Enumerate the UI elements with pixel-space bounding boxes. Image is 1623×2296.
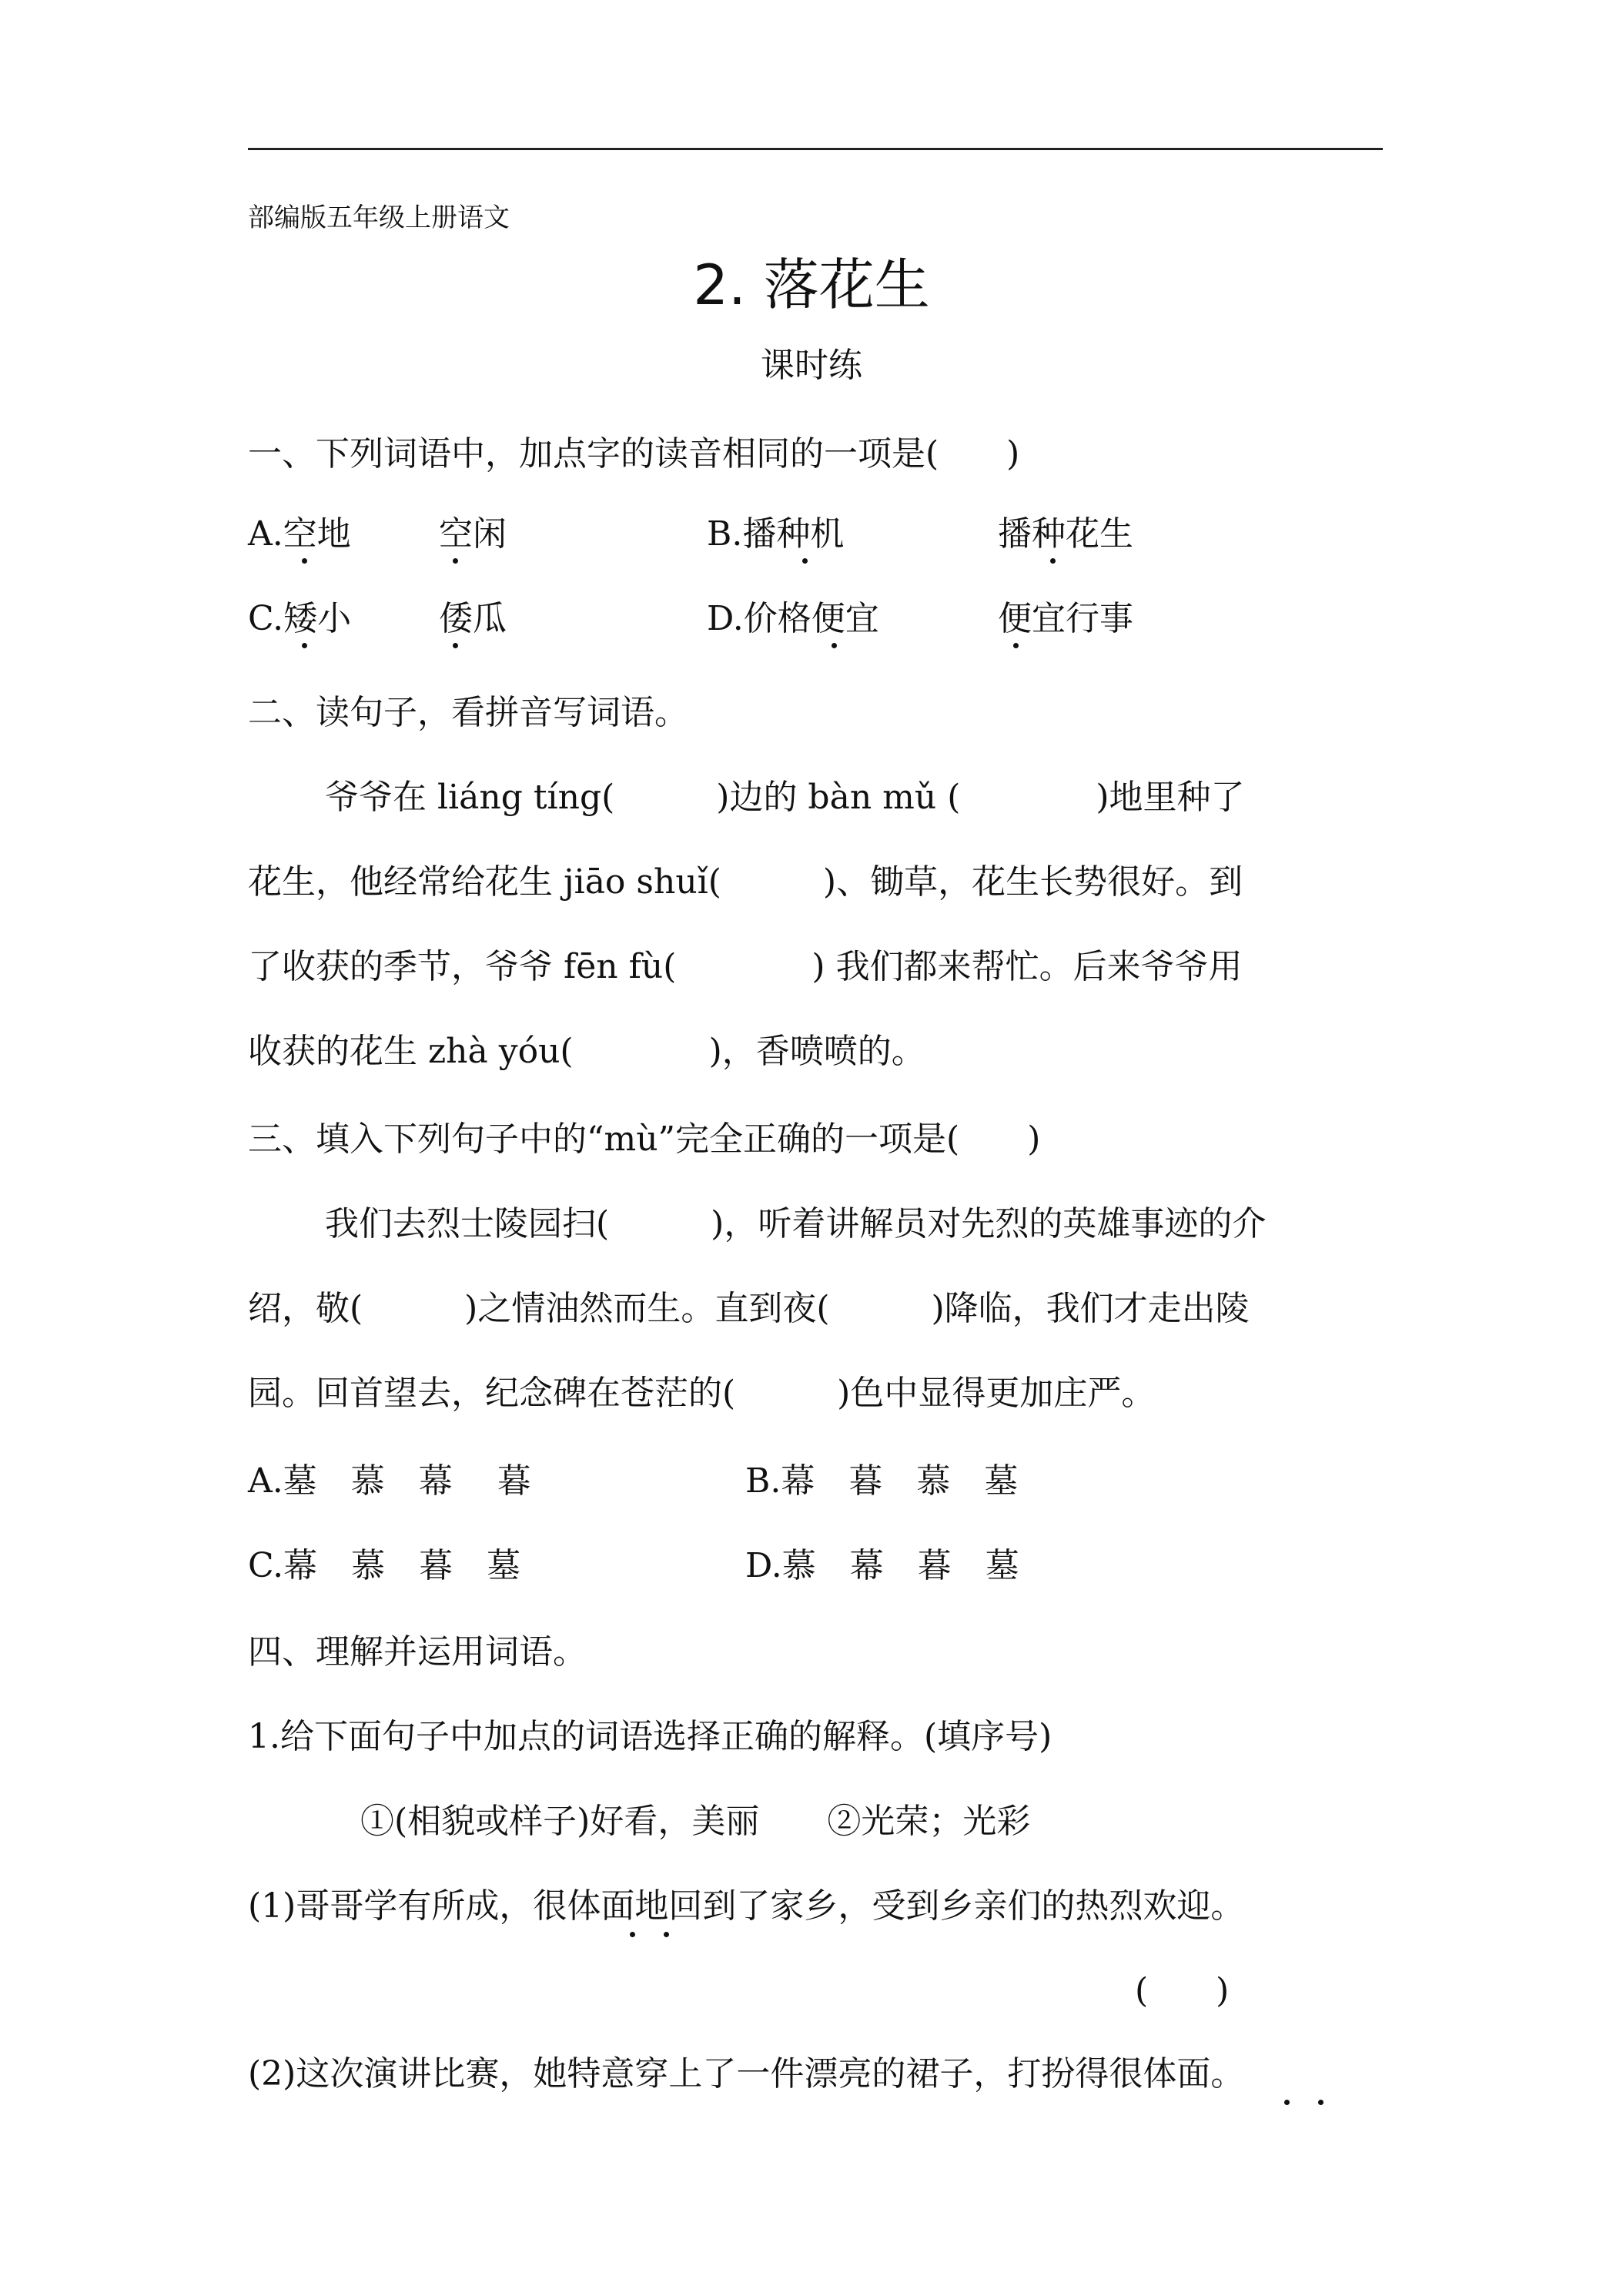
section4-choices: ①(相貌或样子)好看，美丽 ②光荣；光彩 — [360, 1802, 1031, 1841]
emphasis-dot — [664, 1932, 669, 1937]
emphasis-dot — [832, 643, 837, 648]
section2-line-1: 爷爷在 liáng tíng( )边的 bàn mǔ ( )地里种了 — [325, 778, 1245, 817]
emphasis-dot — [1050, 558, 1056, 564]
section2-line-4: 收获的花生 zhà yóu( )，香喷喷的。 — [248, 1032, 925, 1071]
header-rule — [248, 148, 1383, 150]
series-label: 部编版五年级上册语文 — [248, 202, 510, 233]
emphasis-dot — [630, 1932, 635, 1937]
option-a-word2: 空闲 — [439, 514, 507, 554]
section3-line-2: 绍，敬( )之情油然而生。直到夜( )降临，我们才走出陵 — [248, 1289, 1250, 1328]
emphasis-dot — [802, 558, 808, 564]
emphasis-dot — [302, 558, 307, 564]
emphasis-dot — [453, 643, 458, 648]
page-title: 2. 落花生 — [693, 253, 930, 317]
emphasis-dot — [1013, 643, 1019, 648]
section3-option-a: A.墓 慕 幕 暮 — [248, 1461, 531, 1501]
option-d-word2: 便宜行事 — [998, 599, 1133, 638]
option-c-word1: C.矮小 — [248, 599, 352, 638]
option-a-word1: A.空地 — [248, 514, 351, 554]
page-subtitle: 课时练 — [761, 346, 862, 385]
option-b-word2: 播种花生 — [998, 514, 1133, 554]
section1-question: 一、下列词语中，加点字的读音相同的一项是( ) — [248, 434, 1020, 474]
section4-sentence-1: (1)哥哥学有所成，很体面地回到了家乡，受到乡亲们的热烈欢迎。 — [248, 1886, 1245, 1926]
section3-line-1: 我们去烈士陵园扫( )，听着讲解员对先烈的英雄事迹的介 — [325, 1204, 1267, 1243]
option-c-word2: 倭瓜 — [439, 599, 507, 638]
section2-line-3: 了收获的季节，爷爷 fēn fù( ) 我们都来帮忙。后来爷爷用 — [248, 947, 1243, 986]
emphasis-dot — [302, 643, 307, 648]
section2-heading: 二、读句子，看拼音写词语。 — [248, 693, 688, 732]
section3-line-3: 园。回首望去，纪念碑在苍茫的( )色中显得更加庄严。 — [248, 1374, 1156, 1413]
section4-sentence-2: (2)这次演讲比赛，她特意穿上了一件漂亮的裙子，打扮得很体面。 — [248, 2054, 1245, 2094]
option-d-word1: D.价格便宜 — [707, 599, 879, 638]
section3-option-c: C.幕 慕 暮 墓 — [248, 1546, 521, 1585]
emphasis-dot — [1318, 2100, 1323, 2105]
emphasis-dot — [1284, 2100, 1290, 2105]
section4-answer-1: ( ) — [1135, 1971, 1230, 2010]
section3-option-d: D.慕 幕 暮 墓 — [745, 1546, 1019, 1585]
section3-option-b: B.幕 暮 慕 墓 — [745, 1461, 1019, 1501]
section2-line-2: 花生，他经常给花生 jiāo shuǐ( )、锄草，花生长势很好。到 — [248, 862, 1243, 902]
section3-question: 三、填入下列句子中的“mù”完全正确的一项是( ) — [248, 1120, 1041, 1159]
section4-heading: 四、理解并运用词语。 — [248, 1632, 587, 1672]
option-b-word1: B.播种机 — [707, 514, 845, 554]
section4-question-1: 1.给下面句子中加点的词语选择正确的解释。(填序号) — [248, 1717, 1052, 1756]
emphasis-dot — [453, 558, 458, 564]
